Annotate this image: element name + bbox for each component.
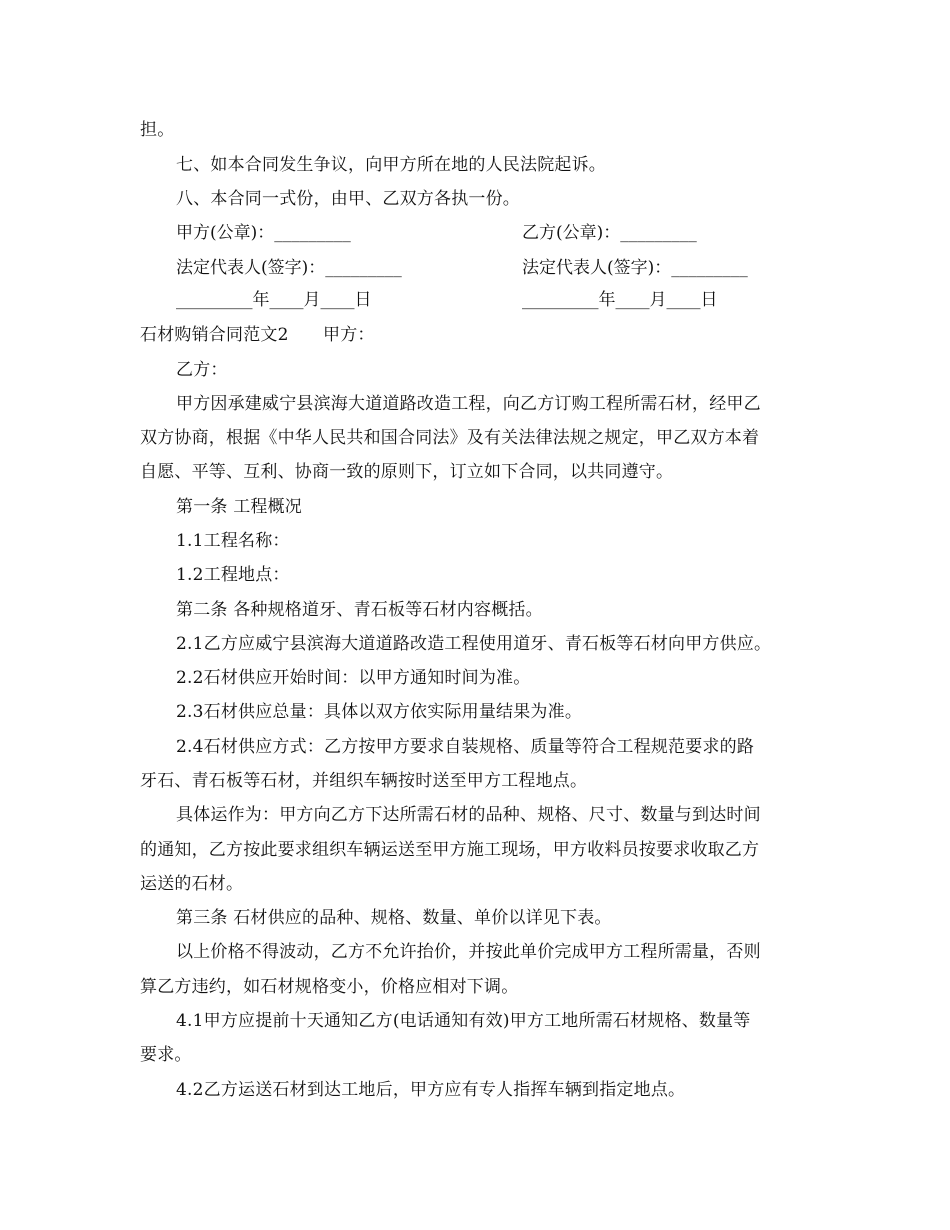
party-b-label: 乙方： — [176, 360, 228, 380]
body-line: 2.4石材供应方式：乙方按甲方要求自装规格、质量等符合工程规范要求的路 — [176, 737, 755, 757]
body-line: 1.1工程名称： — [176, 531, 290, 551]
party-a-seal: 甲方(公章)：_________ — [176, 223, 351, 243]
body-line: 以上价格不得波动，乙方不允许抬价，并按此单价完成甲方工程所需量，否则 — [176, 942, 761, 962]
body-line: 自愿、平等、互利、协商一致的原则下，订立如下合同，以共同遵守。 — [140, 462, 674, 482]
body-line: 2.1乙方应威宁县滨海大道道路改造工程使用道牙、青石板等石材向甲方供应。 — [176, 634, 772, 654]
body-line: 要求。 — [140, 1045, 192, 1065]
article-one-heading: 第一条 工程概况 — [176, 497, 303, 517]
party-b-rep: 法定代表人(签字)：_________ — [522, 258, 748, 278]
body-line: 2.3石材供应总量：具体以双方依实际用量结果为准。 — [176, 702, 583, 722]
body-line: 的通知，乙方按此要求组织车辆运送至甲方施工现场，甲方收料员按要求收取乙方 — [140, 840, 760, 860]
section-title: 石材购销合同范文2 甲方： — [140, 325, 375, 345]
body-line: 具体运作为：甲方向乙方下达所需石材的品种、规格、尺寸、数量与到达时间 — [176, 805, 761, 825]
party-a-rep: 法定代表人(签字)：_________ — [176, 258, 402, 278]
body-line: 算乙方违约，如石材规格变小，价格应相对下调。 — [140, 977, 519, 997]
article-three-heading: 第三条 石材供应的品种、规格、数量、单价以详见下表。 — [176, 908, 612, 928]
body-line: 牙石、青石板等石材，并组织车辆按时送至甲方工程地点。 — [140, 771, 588, 791]
party-b-date: _________年____月____日 — [522, 290, 718, 310]
party-a-date: _________年____月____日 — [176, 290, 372, 310]
article-two-heading: 第二条 各种规格道牙、青石板等石材内容概括。 — [176, 600, 543, 620]
body-line: 4.1甲方应提前十天通知乙方(电话通知有效)甲方工地所需石材规格、数量等 — [176, 1011, 751, 1031]
body-line: 运送的石材。 — [140, 874, 244, 894]
body-line: 1.2工程地点： — [176, 565, 290, 585]
body-line: 4.2乙方运送石材到达工地后，甲方应有专人指挥车辆到指定地点。 — [176, 1080, 686, 1100]
clause-eight: 八、本合同一式份，由甲、乙双方各执一份。 — [176, 189, 520, 209]
party-b-seal: 乙方(公章)：_________ — [522, 223, 697, 243]
clause-seven: 七、如本合同发生争议，向甲方所在地的人民法院起诉。 — [176, 155, 606, 175]
body-line: 甲方因承建威宁县滨海大道道路改造工程，向乙方订购工程所需石材，经甲乙 — [176, 394, 761, 414]
body-line: 2.2石材供应开始时间：以甲方通知时间为准。 — [176, 668, 531, 688]
body-line: 双方协商，根据《中华人民共和国合同法》及有关法律法规之规定，甲乙双方本着 — [140, 428, 760, 448]
text-line: 担。 — [140, 120, 175, 140]
